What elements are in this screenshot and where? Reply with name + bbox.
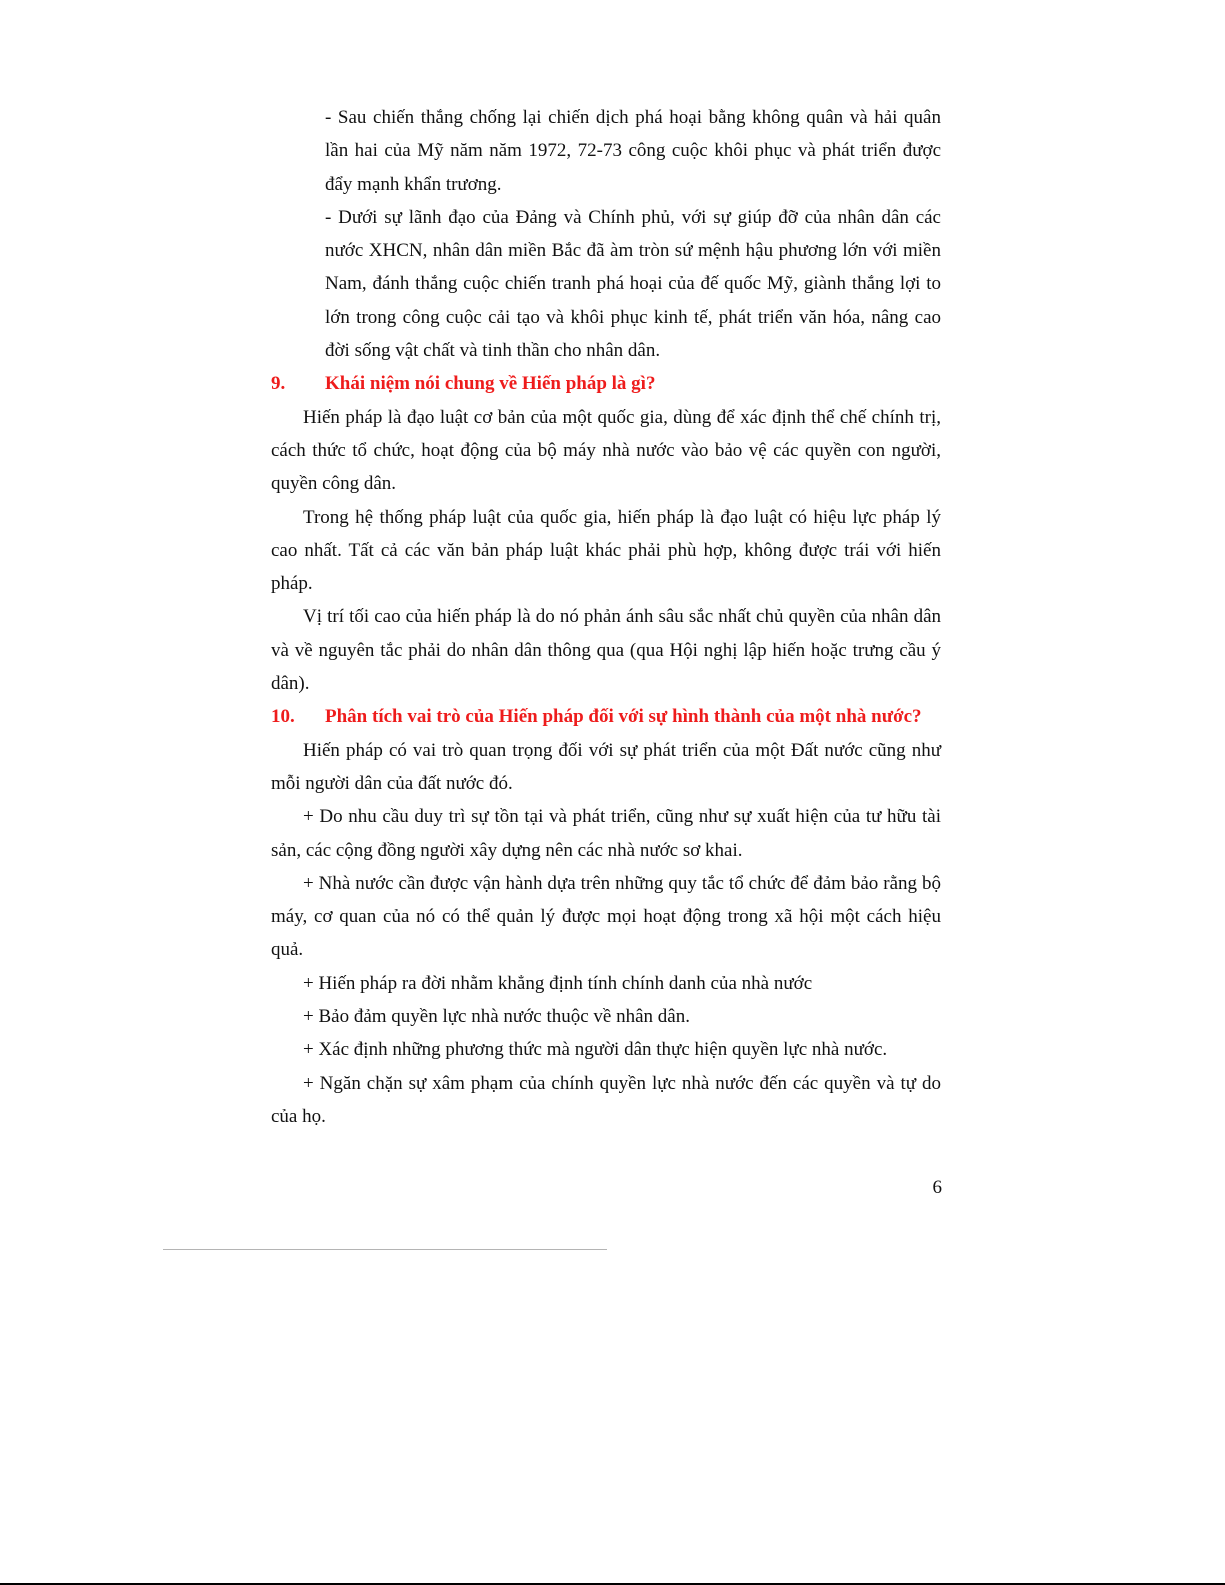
page-number: 6 <box>932 1177 942 1198</box>
page-content <box>271 101 941 1133</box>
list-item: + Nhà nước cần được vận hành dựa trên những quy tắc tổ chức để đảm bảo rằng bộ máy, cơ quan của nó có thể quản lý được mọi hoạt động trong xã hội một cách hiệu quả. <box>271 872 941 961</box>
section-heading-9 <box>271 367 941 400</box>
section-title: Phân tích vai trò của Hiến pháp đối với sự hình thành của một nhà nước? <box>325 706 922 728</box>
body-paragraph: Hiến pháp có vai trò quan trọng đối với sự phát triển của một Đất nước cũng như mỗi người dân của đất nước đó. <box>271 739 941 794</box>
bullet-paragraph: - Dưới sự lãnh đạo của Đảng và Chính phủ, với sự giúp đỡ của nhân dân các nước XHCN, nhân dân miền Bắc đã àm tròn sứ mệnh hậu phương lớn với miền Nam, đánh thắng cuộc chiến tranh phá hoại của đế quốc Mỹ, giành thắng lợi to lớn trong công cuộc cải tạo và khôi phục kinh tế, phát triển văn hóa, nâng cao đời sống vật chất và tinh thần cho nhân dân. <box>325 206 941 362</box>
section-number: 10. <box>271 706 295 728</box>
section-title: Khái niệm nói chung về Hiến pháp là gì? <box>325 373 656 395</box>
list-item: + Do nhu cầu duy trì sự tồn tại và phát triển, cũng như sự xuất hiện của tư hữu tài sản, các cộng đồng người xây dựng nên các nhà nước sơ khai. <box>271 806 941 861</box>
body-paragraph: Vị trí tối cao của hiến pháp là do nó phản ánh sâu sắc nhất chủ quyền của nhân dân và về nguyên tắc phải do nhân dân thông qua (qua Hội nghị lập hiến hoặc trưng cầu ý dân). <box>271 606 941 695</box>
section-number: 9. <box>271 373 286 395</box>
body-paragraph: Hiến pháp là đạo luật cơ bản của một quốc gia, dùng để xác định thể chế chính trị, cách thức tổ chức, hoạt động của bộ máy nhà nước vào bảo vệ các quyền con người, quyền công dân. <box>271 406 941 495</box>
footnote-separator <box>163 1249 607 1250</box>
list-item: + Ngăn chặn sự xâm phạm của chính quyền lực nhà nước đến các quyền và tự do của họ. <box>271 1072 941 1127</box>
intro-bullets <box>271 101 941 367</box>
bullet-paragraph: - Sau chiến thắng chống lại chiến dịch phá hoại bằng không quân và hải quân lần hai của Mỹ năm năm 1972, 72-73 công cuộc khôi phục và phát triển được đẩy mạnh khẩn trương. <box>325 107 941 195</box>
list-item: + Xác định những phương thức mà người dân thực hiện quyền lực nhà nước. <box>303 1039 888 1061</box>
section-heading-10 <box>271 700 941 733</box>
list-item: + Hiến pháp ra đời nhằm khẳng định tính chính danh của nhà nước <box>303 972 813 994</box>
list-item: + Bảo đảm quyền lực nhà nước thuộc về nhân dân. <box>303 1006 690 1028</box>
body-paragraph: Trong hệ thống pháp luật của quốc gia, hiến pháp là đạo luật có hiệu lực pháp lý cao nhất. Tất cả các văn bản pháp luật khác phải phù hợp, không được trái với hiến pháp. <box>271 506 941 595</box>
